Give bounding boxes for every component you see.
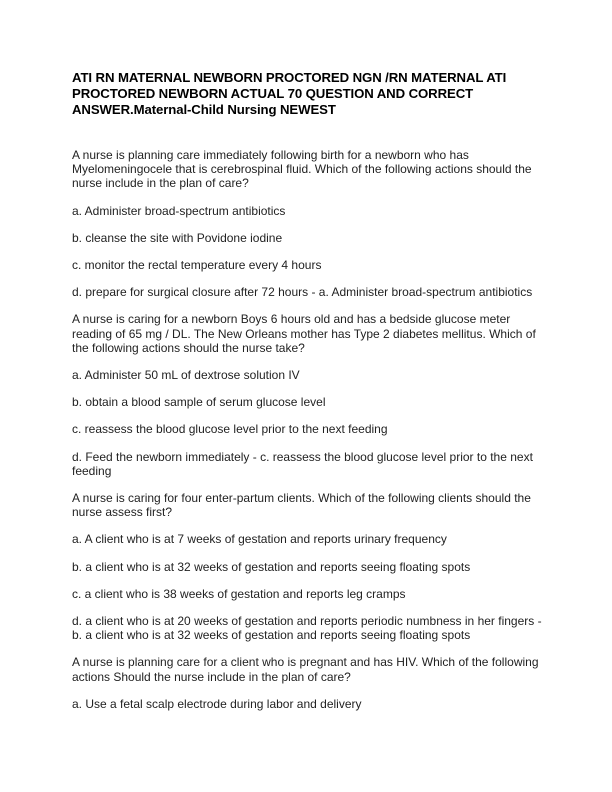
answer-option: b. a client who is at 32 weeks of gestation and reports seeing floating spots <box>72 559 471 574</box>
answer-option: c. a client who is 38 weeks of gestation and reports leg cramps <box>72 586 406 601</box>
answer-option: a. Use a fetal scalp electrode during labor and delivery <box>72 696 362 711</box>
answer-option: d. Feed the newborn immediately - c. reassess the blood glucose level prior to the next feeding <box>72 449 533 478</box>
question-stem: A nurse is caring for a newborn Boys 6 hours old and has a bedside glucose meter reading of 65 mg / DL. The New Orleans mother has Type 2 diabetes mellitus. Which of the following actions should the nurse take? <box>72 312 536 355</box>
answer-option: c. monitor the rectal temperature every 4 hours <box>72 258 322 273</box>
document-title: ATI RN MATERNAL NEWBORN PROCTORED NGN /RN MATERNAL ATI PROCTORED NEWBORN ACTUAL 70 QUESTION AND CORRECT ANSWER.Maternal-Child Nursing NEWEST <box>72 70 507 117</box>
answer-option: c. reassess the blood glucose level prior to the next feeding <box>72 422 388 437</box>
answer-option: d. a client who is at 20 weeks of gestation and reports periodic numbness in her fingers - b. a client who is at 32 weeks of gestation and reports seeing floating spots <box>72 614 542 643</box>
answer-option: b. obtain a blood sample of serum glucose level <box>72 395 326 410</box>
question-stem: A nurse is planning care for a client who is pregnant and has HIV. Which of the following actions Should the nurse include in the plan of care? <box>72 655 539 684</box>
answer-option: a. A client who is at 7 weeks of gestation and reports urinary frequency <box>72 532 447 547</box>
question-stem: A nurse is planning care immediately following birth for a newborn who has Myelomeningocele that is cerebrospinal fluid. Which of the following actions should the nurse include in the plan of care? <box>72 148 532 191</box>
answer-option: b. cleanse the site with Povidone iodine <box>72 230 283 245</box>
question-stem: A nurse is caring for four enter-partum clients. Which of the following clients should the nurse assess first? <box>72 491 531 520</box>
document-page <box>72 70 544 724</box>
answer-option: d. prepare for surgical closure after 72 hours - a. Administer broad-spectrum antibiotics <box>72 285 533 300</box>
answer-option: a. Administer broad-spectrum antibiotics <box>72 203 286 218</box>
answer-option: a. Administer 50 mL of dextrose solution IV <box>72 368 300 383</box>
